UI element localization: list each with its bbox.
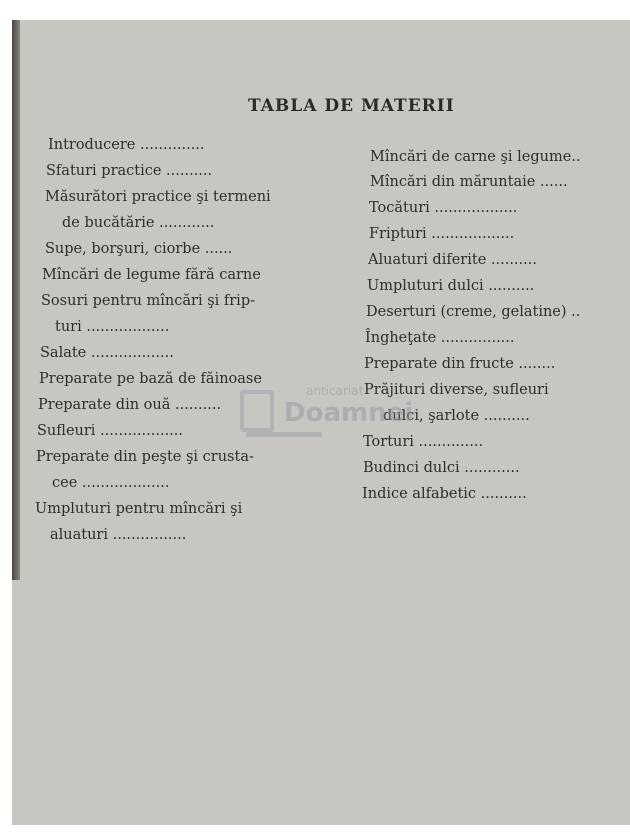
left-entry: de bucătărie ............ [62, 215, 215, 231]
right-entry: Deserturi (creme, gelatine) .. [366, 304, 581, 320]
right-entry: Aluaturi diferite .......... [368, 252, 537, 268]
right-entry: Mîncări de carne şi legume.. [370, 149, 581, 165]
page-title: TABLA DE MATERII [248, 96, 455, 116]
left-entry: cee ................... [52, 475, 170, 491]
book-spine-edge [12, 20, 20, 580]
left-entry: Sosuri pentru mîncări şi frip- [41, 293, 256, 309]
left-entry: Preparate pe bază de făinoase [39, 371, 262, 387]
left-entry: Introducere .............. [48, 137, 205, 153]
left-entry: Supe, borşuri, ciorbe ...... [45, 241, 233, 257]
right-entry: Îngheţate ................ [365, 330, 515, 346]
left-entry: Mîncări de legume fără carne [42, 267, 261, 283]
left-entry: Preparate din peşte şi crusta- [36, 449, 254, 465]
right-entry: Preparate din fructe ........ [364, 356, 556, 372]
left-entry: Măsurători practice şi termeni [45, 189, 271, 205]
left-entry: Salate .................. [40, 345, 174, 361]
left-entry: Sufleuri .................. [37, 423, 184, 439]
right-entry: Prăjituri diverse, sufleuri [364, 382, 549, 398]
left-entry: aluaturi ................ [50, 527, 187, 543]
left-entry: turi .................. [55, 319, 170, 335]
watermark-main-text: Doamnei [284, 398, 414, 428]
watermark-small-text: anticariat [306, 384, 364, 398]
right-entry: Umpluturi dulci .......... [367, 278, 535, 294]
right-entry: Fripturi .................. [369, 226, 515, 242]
left-entry: Umpluturi pentru mîncări şi [35, 501, 243, 517]
right-entry: Budinci dulci ............ [363, 460, 520, 476]
left-entry: Sfaturi practice .......... [46, 163, 213, 179]
right-entry: Tocături .................. [369, 200, 518, 216]
left-entry: Preparate din ouă .......... [38, 397, 222, 413]
right-entry: Torturi .............. [363, 434, 484, 450]
right-entry: dulci, şarlote .......... [383, 408, 530, 424]
right-entry: Indice alfabetic .......... [362, 486, 527, 502]
right-entry: Mîncări din măruntaie ...... [370, 174, 568, 190]
